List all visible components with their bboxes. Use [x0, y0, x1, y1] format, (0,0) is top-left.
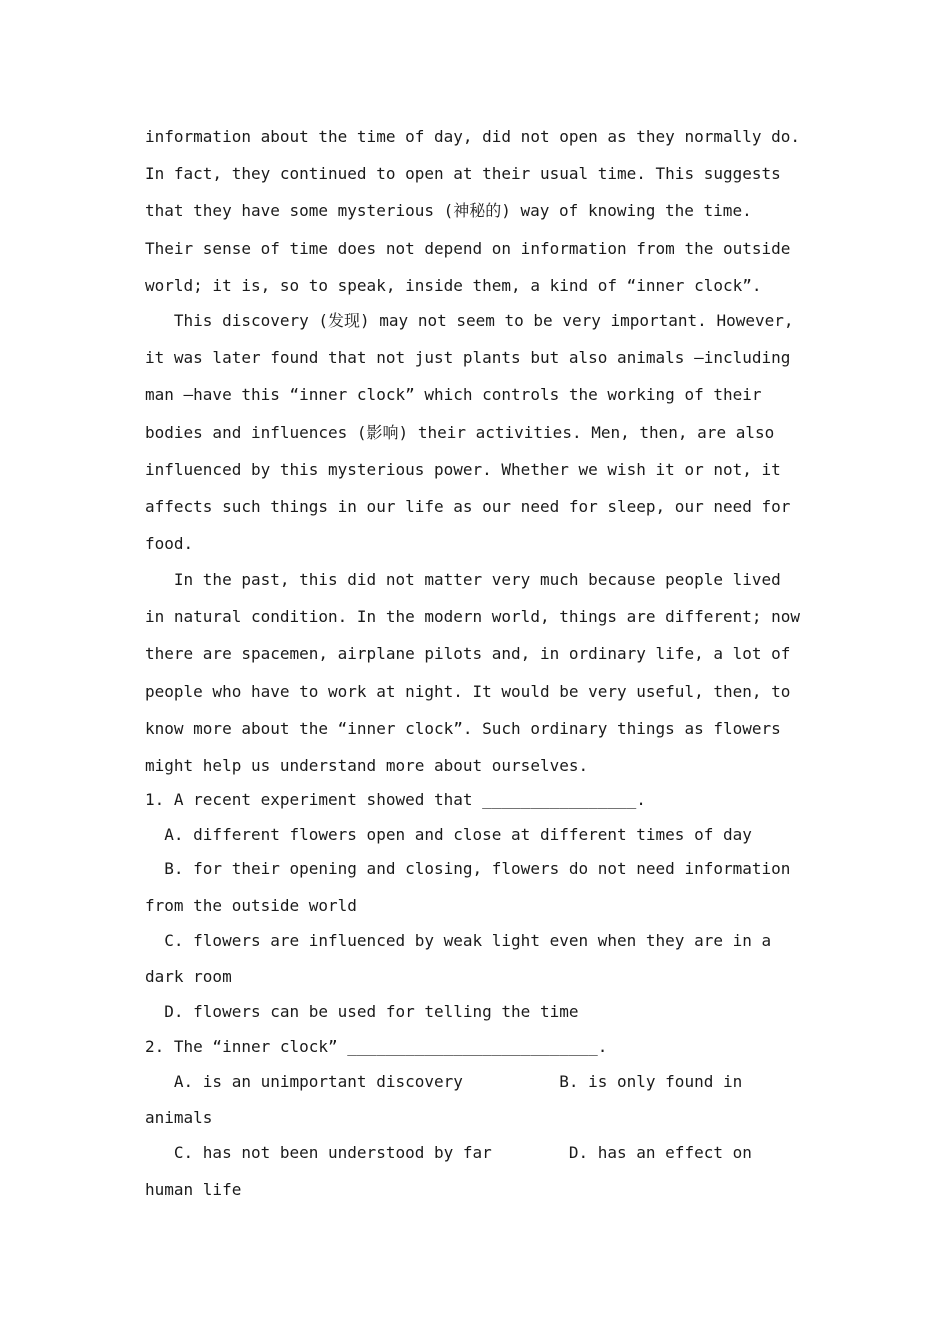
- option-b-continued: animals: [145, 1108, 213, 1127]
- question-stem: 1. A recent experiment showed that ________________.: [145, 790, 646, 809]
- text-line: This discovery (发现) may not seem to be very important. However,: [145, 311, 794, 330]
- text-line: in natural condition. In the modern world, things are different; now: [145, 607, 801, 627]
- option-c: C. flowers are influenced by weak light even when they are in a: [145, 930, 772, 950]
- option-c-continued: dark room: [145, 967, 232, 987]
- question-stem: 2. The “inner clock” __________________________.: [145, 1037, 608, 1056]
- text-line: influenced by this mysterious power. Whether we wish it or not, it: [145, 459, 781, 479]
- option-b: B. for their opening and closing, flowers do not need information: [145, 859, 791, 878]
- question-2: [145, 1030, 805, 1208]
- paragraph-2: [145, 302, 805, 562]
- text-line: In the past, this did not matter very much because people lived: [145, 570, 781, 589]
- text-line: world; it is, so to speak, inside them, a kind of “inner clock”.: [145, 275, 762, 295]
- question-1: [145, 783, 805, 1030]
- options-c-d: C. has not been understood by far D. has an effect on: [145, 1143, 752, 1163]
- paragraph-3: [145, 561, 805, 784]
- text-line: know more about the “inner clock”. Such ordinary things as flowers: [145, 718, 781, 738]
- text-line: that they have some mysterious (神秘的) way of knowing the time.: [145, 201, 752, 221]
- text-line: man —have this “inner clock” which controls the working of their: [145, 385, 762, 405]
- text-line: Their sense of time does not depend on information from the outside: [145, 238, 791, 258]
- text-line: there are spacemen, airplane pilots and, in ordinary life, a lot of: [145, 644, 791, 664]
- text-line: In fact, they continued to open at their usual time. This suggests: [145, 164, 781, 184]
- text-line: food.: [145, 534, 194, 554]
- text-line: people who have to work at night. It would be very useful, then, to: [145, 681, 791, 701]
- text-line: might help us understand more about ourselves.: [145, 755, 589, 775]
- option-a: A. different flowers open and close at different times of day: [145, 824, 752, 844]
- options-a-b: A. is an unimportant discovery B. is only found in: [145, 1071, 743, 1091]
- paragraph-1: [145, 118, 805, 304]
- option-d-continued: human life: [145, 1179, 242, 1199]
- text-line: bodies and influences (影响) their activities. Men, then, are also: [145, 422, 775, 442]
- text-line: information about the time of day, did not open as they normally do.: [145, 127, 801, 146]
- text-line: affects such things in our life as our need for sleep, our need for: [145, 496, 791, 516]
- option-b-continued: from the outside world: [145, 895, 357, 915]
- text-line: it was later found that not just plants but also animals —including: [145, 348, 791, 368]
- option-d: D. flowers can be used for telling the time: [145, 1002, 579, 1022]
